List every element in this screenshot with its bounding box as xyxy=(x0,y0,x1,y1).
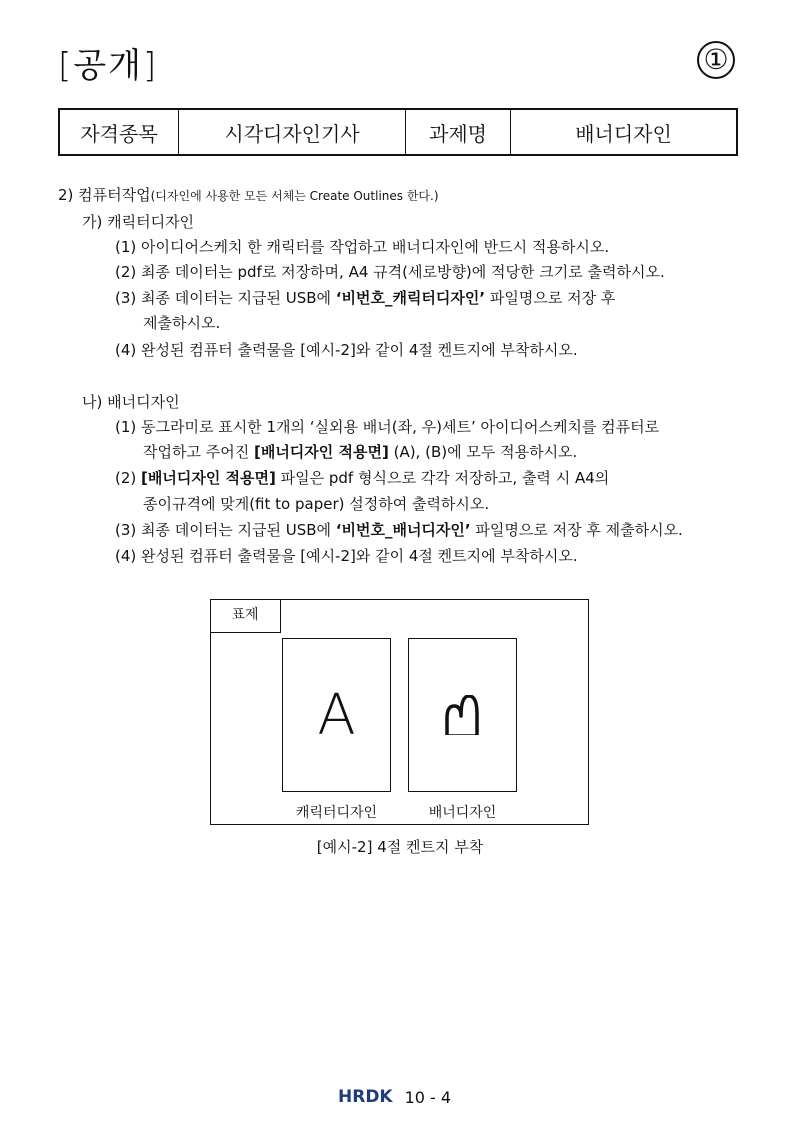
ga-item-1: (1) 아이디어스케치 한 캐릭터를 작업하고 배너디자인에 반드시 적용하시오. xyxy=(115,238,610,256)
paper-a-label: 캐릭터디자인 xyxy=(295,805,378,821)
cell-task-label: 과제명 xyxy=(406,110,511,154)
info-table xyxy=(58,108,738,156)
na-item-1: (1) 동그라미로 표시한 1개의 ‘실외용 배너(좌, 우)세트’ 아이디어스케치를 컴퓨터로 xyxy=(115,418,660,436)
paper-b-label: 배너디자인 xyxy=(428,805,497,821)
public-label: [공개] xyxy=(58,46,159,86)
paper-a-letter: A xyxy=(317,682,356,748)
title-box: 표제 xyxy=(210,599,281,633)
cell-subject-label: 자격종목 xyxy=(60,110,179,154)
page-mark: ① xyxy=(697,41,735,79)
na-item-2: (2) [배너디자인 적용면] 파일은 pdf 형식으로 각각 저장하고, 출력 시 A4의 xyxy=(115,469,610,487)
section-title: 2) 컴퓨터작업(디자인에 사용한 모든 서체는 Create Outlines 한다.) xyxy=(58,186,439,204)
na-item-4: (4) 완성된 컴퓨터 출력물을 [예시-2]와 같이 4절 켄트지에 부착하시오. xyxy=(115,547,578,565)
example-caption: [예시-2] 4절 켄트지 부착 xyxy=(316,838,484,856)
na-item-2-cont: 종이규격에 맞게(fit to paper) 설정하여 출력하시오. xyxy=(143,495,490,513)
paper-b xyxy=(408,638,517,792)
ga-item-3-cont: 제출하시오. xyxy=(143,314,221,332)
ga-item-3: (3) 최종 데이터는 지급된 USB에 ‘비번호_캐릭터디자인’ 파일명으로 저장 후 xyxy=(115,289,616,307)
hrdk-logo: HRDK xyxy=(338,1087,393,1107)
subsection-na-title: 나) 배너디자인 xyxy=(82,393,180,411)
paper-b-letter xyxy=(438,695,488,735)
na-item-1-cont: 작업하고 주어진 [배너디자인 적용면] (A), (B)에 모두 적용하시오. xyxy=(143,443,578,461)
cell-subject-value: 시각디자인기사 xyxy=(179,110,406,154)
na-item-3: (3) 최종 데이터는 지급된 USB에 ‘비번호_배너디자인’ 파일명으로 저장 후 제출하시오. xyxy=(115,521,683,539)
ga-item-4: (4) 완성된 컴퓨터 출력물을 [예시-2]와 같이 4절 켄트지에 부착하시오. xyxy=(115,341,578,359)
subsection-ga-title: 가) 캐릭터디자인 xyxy=(82,213,195,231)
paper-a xyxy=(282,638,391,792)
ga-item-2: (2) 최종 데이터는 pdf로 저장하며, A4 규격(세로방향)에 적당한 크기로 출력하시오. xyxy=(115,263,665,281)
section-note: (디자인에 사용한 모든 서체는 Create Outlines 한다.) xyxy=(150,189,439,203)
cell-task-value: 배너디자인 xyxy=(575,121,672,146)
footer xyxy=(338,1087,451,1107)
page-number: 10 - 4 xyxy=(404,1087,452,1107)
